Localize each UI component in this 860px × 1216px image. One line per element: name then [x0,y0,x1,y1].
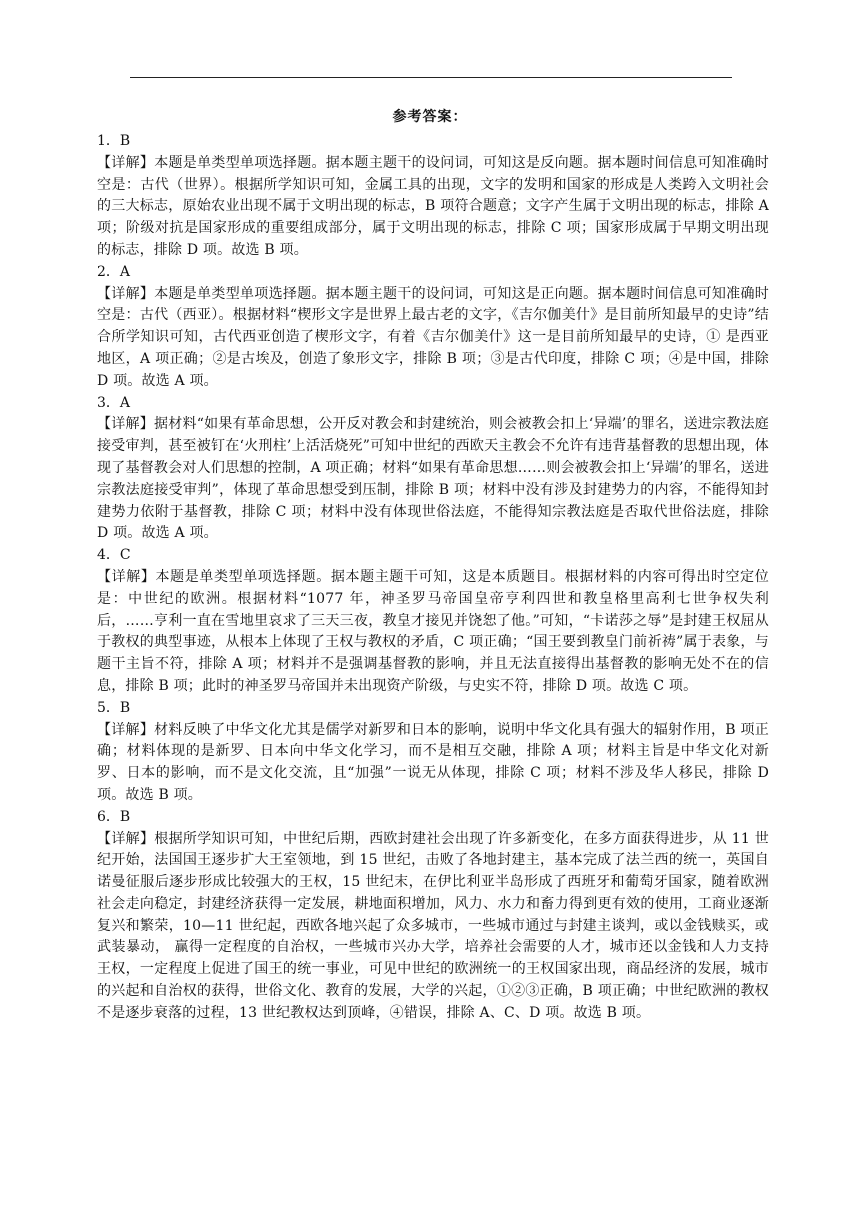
explanation-text: 据材料“如果有革命思想，公开反对教会和封建统治，则会被教会扣上‘异端’的罪名，送进宗教法庭接受审判，甚至被钉在‘火刑柱’上活活烧死”可知中世纪的西欧天主教会不允许有违背基督教的思想出现，体现了基督教会对人们思想的控制，A 项正确；材料“如果有革命思想……则会被教会扣上‘异端’的罪名，送进宗教法庭接受审判”，体现了革命思想受到压制，排除 B 项；材料中没有涉及封建势力的内容，不能得知封建势力依附于基督教，排除 C 项；材料中没有体现世俗法庭，不能得知宗教法庭是否取代世俗法庭，排除 D 项。故选 A 项。 [97,416,769,542]
answer-list [97,131,769,1025]
answer-explanation [97,567,769,698]
answer-item-6 [97,807,769,1025]
explanation-tag: 【详解】 [97,154,155,171]
answer-number: 5．B [97,699,131,716]
answer-number: 6．B [97,808,131,825]
answer-number: 4．C [97,547,131,564]
page-title: 参考答案： [392,109,468,125]
answer-number: 3．A [97,394,131,411]
explanation-text: 本题是单类型单项选择题。据本题主题干的设问词，可知这是正向题。据本题时间信息可知准确时空是：古代（西亚）。根据材料“楔形文字是世界上最古老的文字，《吉尔伽美什》是目前所知最早的史诗”结合所学知识可知，古代西亚创造了楔形文字，有着《吉尔伽美什》这一是目前所知最早的史诗，① 是西亚地区，A 项正确；②是古埃及，创造了象形文字，排除 B 项；③是古代印度，排除 C 项；④是中国，排除 D 项。故选 A 项。 [97,285,769,389]
answer-explanation [97,153,769,262]
explanation-tag: 【详解】 [97,568,156,585]
explanation-tag: 【详解】 [97,285,155,302]
answer-item-1 [97,131,769,262]
answer-number: 1．B [97,133,131,149]
explanation-text: 根据所学知识可知，中世纪后期，西欧封建社会出现了许多新变化，在多方面获得进步，从 11 世纪开始，法国国王逐步扩大王室领地，到 15 世纪，击败了各地封建主，基本完成了法兰西的统一，英国自诺曼征服后逐步形成比较强大的王权，15 世纪末，在伊比利亚半岛形成了西班牙和葡萄牙国家，随着欧洲社会走向稳定，封建经济获得一定发展，耕地面积增加，风力、水力和畜力得到更有效的使用，工商业逐渐复兴和繁荣，10—11 世纪起，西欧各地兴起了众多城市，一些城市通过与封建主谈判，或以金钱赎买，或武装暴动， 赢得一定程度的自治权，一些城市兴办大学，培养社会需要的人才，城市还以金钱和人力支持王权，一定程度上促进了国王的统一事业，可见中世纪的欧洲统一的王权国家出现，商品经济的发展，城市的兴起和自治权的获得，世俗文化、教育的发展，大学的兴起，①②③正确，B 项正确；中世纪欧洲的教权不是逐步衰落的过程，13 世纪教权达到顶峰，④错误，排除 A、C、D 项。故选 B 项。 [97,830,769,1021]
answer-explanation [97,829,769,1025]
explanation-text: 本题是单类型单项选择题。据本题主题干可知，这是本质题目。根据材料的内容可得出时空定位是：中世纪的欧洲。根据材料“1077 年，神圣罗马帝国皇帝亨利四世和教皇格里高利七世争权失利后，……亨利一直在雪地里哀求了三天三夜，教皇才接见并饶恕了他。”可知，“卡诺莎之辱”是封建王权屈从于教权的典型事迹，从根本上体现了王权与教权的矛盾，C 项正确；“国王要到教皇门前祈祷”属于表象，与题干主旨不符，排除 A 项；材料并不是强调基督教的影响，并且无法直接得出基督教的影响无处不在的信息，排除 B 项；此时的神圣罗马帝国并未出现资产阶级，与史实不符，排除 D 项。故选 C 项。 [97,568,769,694]
answer-item-3 [97,393,769,546]
answer-item-5 [97,698,769,807]
answer-explanation [97,720,769,807]
answer-explanation [97,284,769,393]
explanation-text: 本题是单类型单项选择题。据本题主题干的设问词，可知这是反向题。据本题时间信息可知准确时空是：古代（世界）。根据所学知识可知，金属工具的出现，文字的发明和国家的形成是人类跨入文明社会的三大标志，原始农业出现不属于文明出现的标志，B 项符合题意；文字产生属于文明出现的标志，排除 A 项；阶级对抗是国家形成的重要组成部分，属于文明出现的标志，排除 C 项；国家形成属于早期文明出现的标志，排除 D 项。故选 B 项。 [97,154,769,258]
explanation-tag: 【详解】 [97,416,154,433]
explanation-text: 材料反映了中华文化尤其是儒学对新罗和日本的影响，说明中华文化具有强大的辐射作用，B 项正确；材料体现的是新罗、日本向中华文化学习，而不是相互交融，排除 A 项；材料主旨是中华文化对新罗、日本的影响，而不是文化交流，且“加强”一说无从体现，排除 C 项；材料不涉及华人移民，排除 D 项。故选 B 项。 [97,721,769,803]
answer-explanation [97,414,769,545]
explanation-tag: 【详解】 [97,830,155,847]
answer-item-2 [97,262,769,393]
explanation-tag: 【详解】 [97,721,155,738]
answer-item-4 [97,545,769,698]
header-rule [130,77,732,78]
answer-number: 2．A [97,263,131,280]
